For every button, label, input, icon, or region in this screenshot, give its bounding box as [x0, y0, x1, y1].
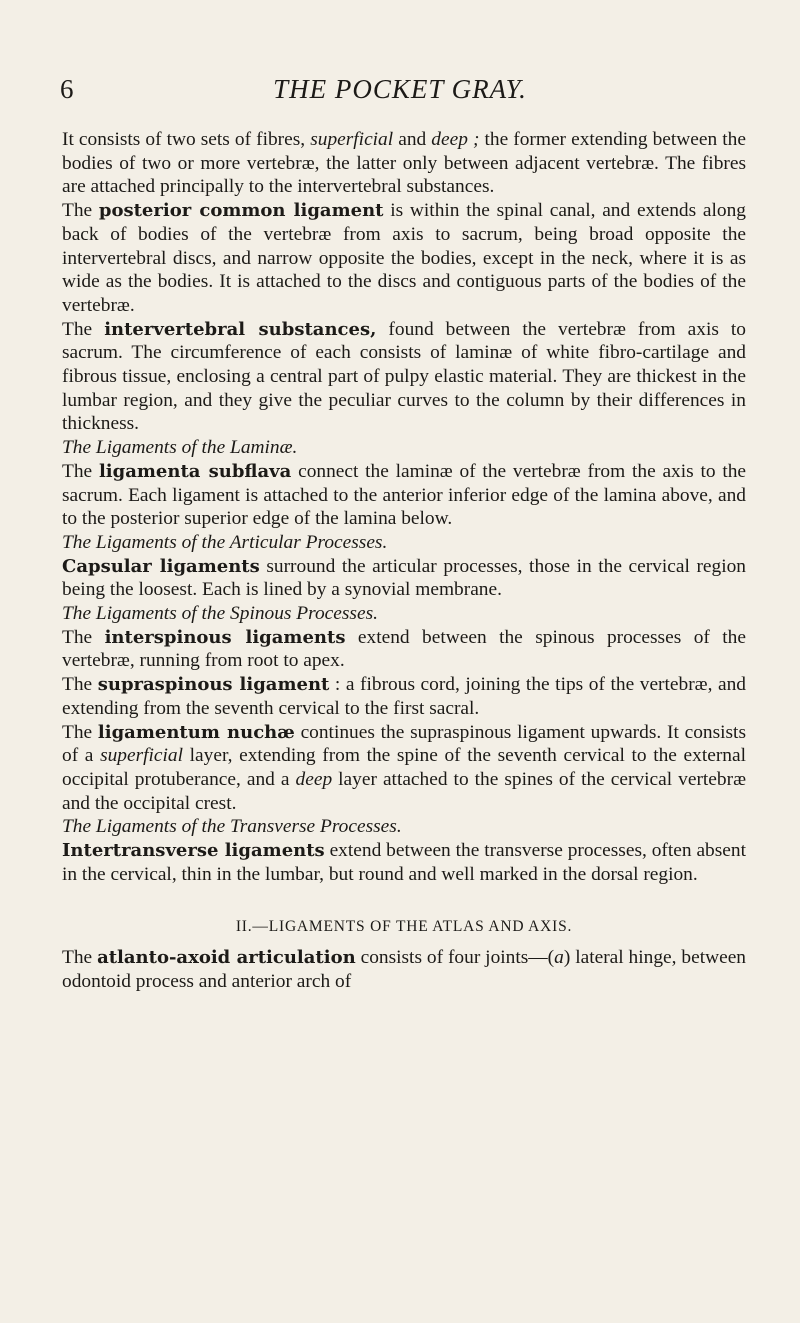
term: ligamenta subflava	[98, 460, 292, 482]
text-run: : a fibrous cord, joining the tips of the vertebræ, and extending from the seventh cervical to the first sacral.	[62, 674, 746, 719]
paragraph	[62, 626, 746, 673]
text-run: extend between the transverse processes, often absent in the cervical, thin in the lumbar, but round and well marked in the dorsal region.	[62, 840, 746, 885]
text-run: surround the articular processes, those in the cervical region being the loosest. Each is lined by a synovial membrane.	[62, 555, 746, 601]
subsection-heading	[62, 436, 746, 460]
text-run: layer attached to the spines of the cervical vertebræ and the occipital crest.	[62, 768, 746, 814]
text-run: The	[62, 674, 98, 696]
paragraph	[62, 460, 746, 531]
text-run: The	[62, 626, 105, 648]
text-run: ) lateral hinge, between odontoid process and anterior arch of	[62, 947, 746, 992]
paragraph	[62, 673, 746, 720]
emphasis: The Ligaments of the Transverse Processes.	[62, 816, 402, 838]
text-run: The	[62, 721, 98, 743]
emphasis: superficial	[310, 129, 394, 150]
text-run: continues the supraspinous ligament upwards. It consists of a	[62, 721, 746, 767]
text-run: The	[62, 318, 105, 340]
page-number: 6	[60, 74, 74, 104]
text-run: layer, extending from the spine of the seventh cervical to the external occipital protuberance, and a	[62, 745, 746, 790]
running-head: THE POCKET GRAY.	[273, 74, 527, 104]
paragraph	[62, 128, 746, 199]
text-run: II.—LIGAMENTS OF THE ATLAS AND AXIS.	[235, 917, 573, 935]
text-run: connect the laminæ of the vertebræ from the axis to the sacrum. Each ligament is attached to the anterior inferior edge of the lamina above, and to the posterior superior edge of the lamina below.	[62, 460, 747, 530]
term: Capsular ligaments	[62, 555, 260, 577]
text-run: found between the vertebræ from axis to sacrum. The circumference of each consists of laminæ of white fibro-cartilage and fibrous tissue, enclosing a central part of pulpy elastic material. They are thickest in the lumbar region, and they give the peculiar curves to the column by their differences in thickness.	[62, 318, 746, 435]
text-run: The	[62, 200, 99, 222]
term: interspinous ligaments	[104, 626, 346, 648]
emphasis: superficial	[100, 745, 184, 767]
page-header	[60, 74, 740, 114]
text-run: extend between the spinous processes of the vertebræ, running from root to apex.	[62, 626, 746, 672]
emphasis: The Ligaments of the Spinous Processes.	[62, 603, 378, 625]
paragraph	[62, 555, 746, 602]
text-run: consists of four joints—(	[355, 947, 555, 969]
subsection-heading	[62, 815, 746, 839]
term: posterior common ligament	[98, 200, 384, 222]
section-heading	[62, 915, 746, 939]
text-run: the former extending between the bodies of two or more vertebræ, the latter only between adjacent vertebræ. The fibres are attached principally to the intervertebral substances.	[62, 129, 746, 198]
paragraph	[62, 839, 746, 886]
paragraph	[62, 946, 746, 993]
text-run: The	[62, 947, 98, 969]
emphasis: The Ligaments of the Articular Processes.	[62, 531, 388, 553]
emphasis: deep ;	[431, 129, 480, 150]
paragraph	[62, 199, 746, 318]
text-run: and	[393, 129, 432, 150]
term: intervertebral substances,	[104, 318, 377, 340]
term: atlanto-axoid articulation	[97, 947, 356, 969]
text-run: It consists of two sets of fibres,	[62, 129, 311, 150]
term: ligamentum nuchæ	[97, 721, 295, 743]
text-run: is within the spinal canal, and extends along back of bodies of the vertebræ from axis to sacrum, being broad opposite the intervertebral discs, and narrow opposite the bodies, except in the neck, where it is as wide as the bodies. It is attached to the discs and contiguous parts of the bodies of the vertebræ.	[62, 200, 746, 316]
subsection-heading	[62, 531, 746, 555]
emphasis: deep	[295, 768, 333, 790]
paragraph	[62, 721, 746, 816]
emphasis: a	[554, 947, 564, 969]
paragraph	[62, 318, 746, 437]
emphasis: The Ligaments of the Laminæ.	[62, 437, 298, 459]
term: supraspinous ligament	[97, 674, 330, 696]
term: Intertransverse ligaments	[62, 840, 325, 862]
page-body-text	[62, 128, 746, 994]
text-run: The	[62, 460, 99, 482]
subsection-heading	[62, 602, 746, 626]
